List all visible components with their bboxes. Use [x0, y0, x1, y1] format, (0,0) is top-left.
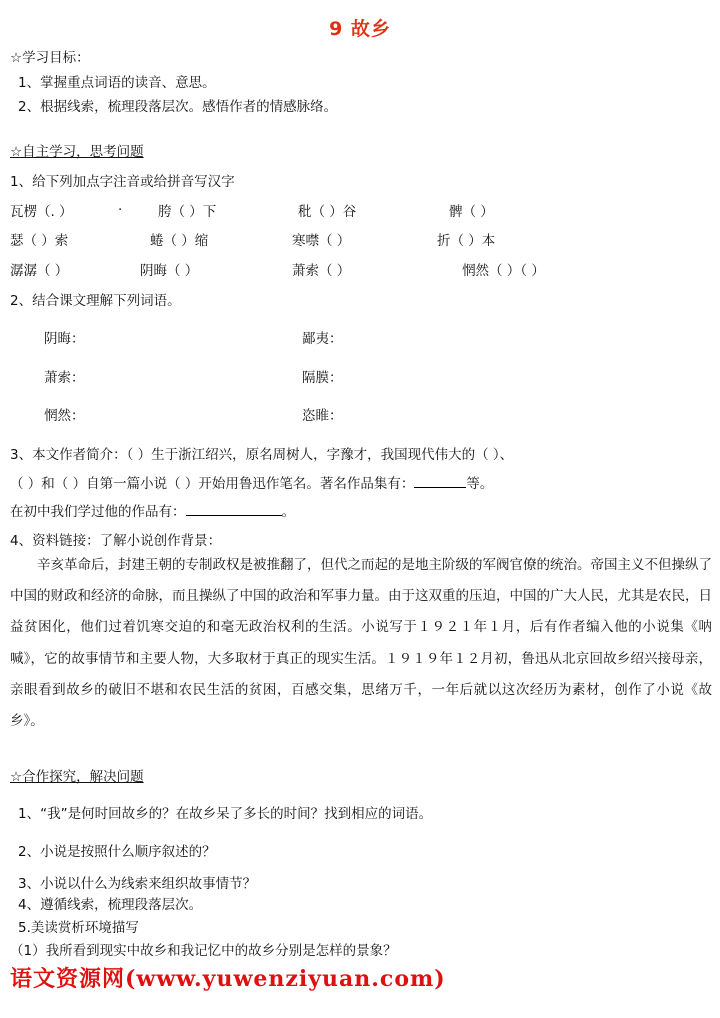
self-study-heading: ☆自主学习，思考问题 — [10, 144, 144, 160]
cooperative-item: （1）我所看到现实中故乡和我记忆中的故乡分别是怎样的景象？ — [10, 943, 397, 959]
word-item: 折（ ）本 — [437, 233, 496, 249]
page-title: 9 故乡 — [329, 18, 391, 40]
word-item: 寒噤（ ） — [292, 233, 351, 249]
answer-blank — [414, 473, 466, 488]
question-3-line3-text: 在初中我们学过他的作品有： — [10, 504, 186, 520]
word-item: 髀（ ） — [449, 204, 494, 220]
cooperative-item: 1、“我”是何时回故乡的？在故乡呆了多长的时间？找到相应的词语。 — [18, 806, 433, 822]
word-item: 萧索（ ） — [292, 263, 351, 279]
question-3-line3: 在初中我们学过他的作品有： 。 — [10, 500, 295, 520]
question-3-line2 — [10, 472, 493, 492]
vocab-left: 阴晦： — [44, 331, 85, 347]
objective-item: 2、根据线索，梳理段落层次。感悟作者的情感脉络。 — [18, 99, 338, 115]
emphasis-dot: . — [118, 198, 123, 214]
question-4: 4、资料链接：了解小说创作背景： — [10, 533, 222, 549]
cooperative-item: 3、小说以什么为线索来组织故事情节？ — [18, 876, 257, 892]
word-item: 瓦楞（. ） — [10, 204, 73, 220]
question-3-line2-end: 等。 — [466, 476, 494, 492]
cooperative-item: 4、遵循线索，梳理段落层次。 — [18, 897, 203, 913]
word-item: 惘然（ ）（ ） — [462, 263, 545, 279]
vocab-left: 惘然： — [44, 408, 85, 424]
cooperative-item: 5.美读赏析环境描写 — [18, 920, 139, 936]
word-item: 秕（ ）谷 — [298, 204, 357, 220]
word-item: 阴晦（ ） — [140, 263, 199, 279]
objective-item: 1、掌握重点词语的读音、意思。 — [18, 75, 216, 91]
vocab-right: 隔膜： — [302, 370, 343, 386]
footer-watermark: 语文资源网(www.yuwenziyuan.com) — [10, 966, 446, 992]
vocab-right: 恣睢： — [302, 408, 343, 424]
background-paragraph: 辛亥革命后，封建王朝的专制政权是被推翻了，但代之而起的是地主阶级的军阀官僚的统治。帝国主义不但操纵了中国的财政和经济的命脉，而且操纵了中国的政治和军事力量。由于这双重的压迫，中国的广大人民，尤其是农民，日益贫困化，他们过着饥寒交迫的和毫无政治权利的生活。小说写于１９２１年１月，后有作者编入他的小说集《呐喊》，它的故事情节和主要人物，大多取材于真正的现实生活。１９１９年１２月初，鲁迅从北京回故乡绍兴接母亲，亲眼看到故乡的破旧不堪和农民生活的贫困，百感交集，思绪万千，一年后就以这次经历为素材，创作了小说《故乡》。 — [10, 557, 712, 730]
word-item: 胯（ ）下 — [158, 204, 217, 220]
word-item: 潺潺（ ） — [10, 263, 69, 279]
question-2: 2、结合课文理解下列词语。 — [10, 293, 181, 309]
cooperative-heading: ☆合作探究，解决问题 — [10, 769, 144, 785]
question-3-line2-text: （ ）和（ ）自第一篇小说（ ）开始用鲁迅作笔名。著名作品集有： — [10, 476, 415, 492]
vocab-left: 萧索： — [44, 370, 85, 386]
question-1: 1、给下列加点字注音或给拼音写汉字 — [10, 174, 235, 190]
word-item: 瑟（ ）索 — [10, 233, 69, 249]
answer-blank — [186, 501, 282, 516]
cooperative-item: 2、小说是按照什么顺序叙述的？ — [18, 844, 216, 860]
word-item: 蜷（ ）缩 — [150, 233, 209, 249]
question-3-line1: 3、本文作者简介：（ ）生于浙江绍兴，原名周树人，字豫才，我国现代伟大的（ ）、 — [10, 447, 514, 463]
objectives-heading: ☆学习目标： — [10, 50, 90, 66]
vocab-right: 鄙夷： — [302, 331, 343, 347]
